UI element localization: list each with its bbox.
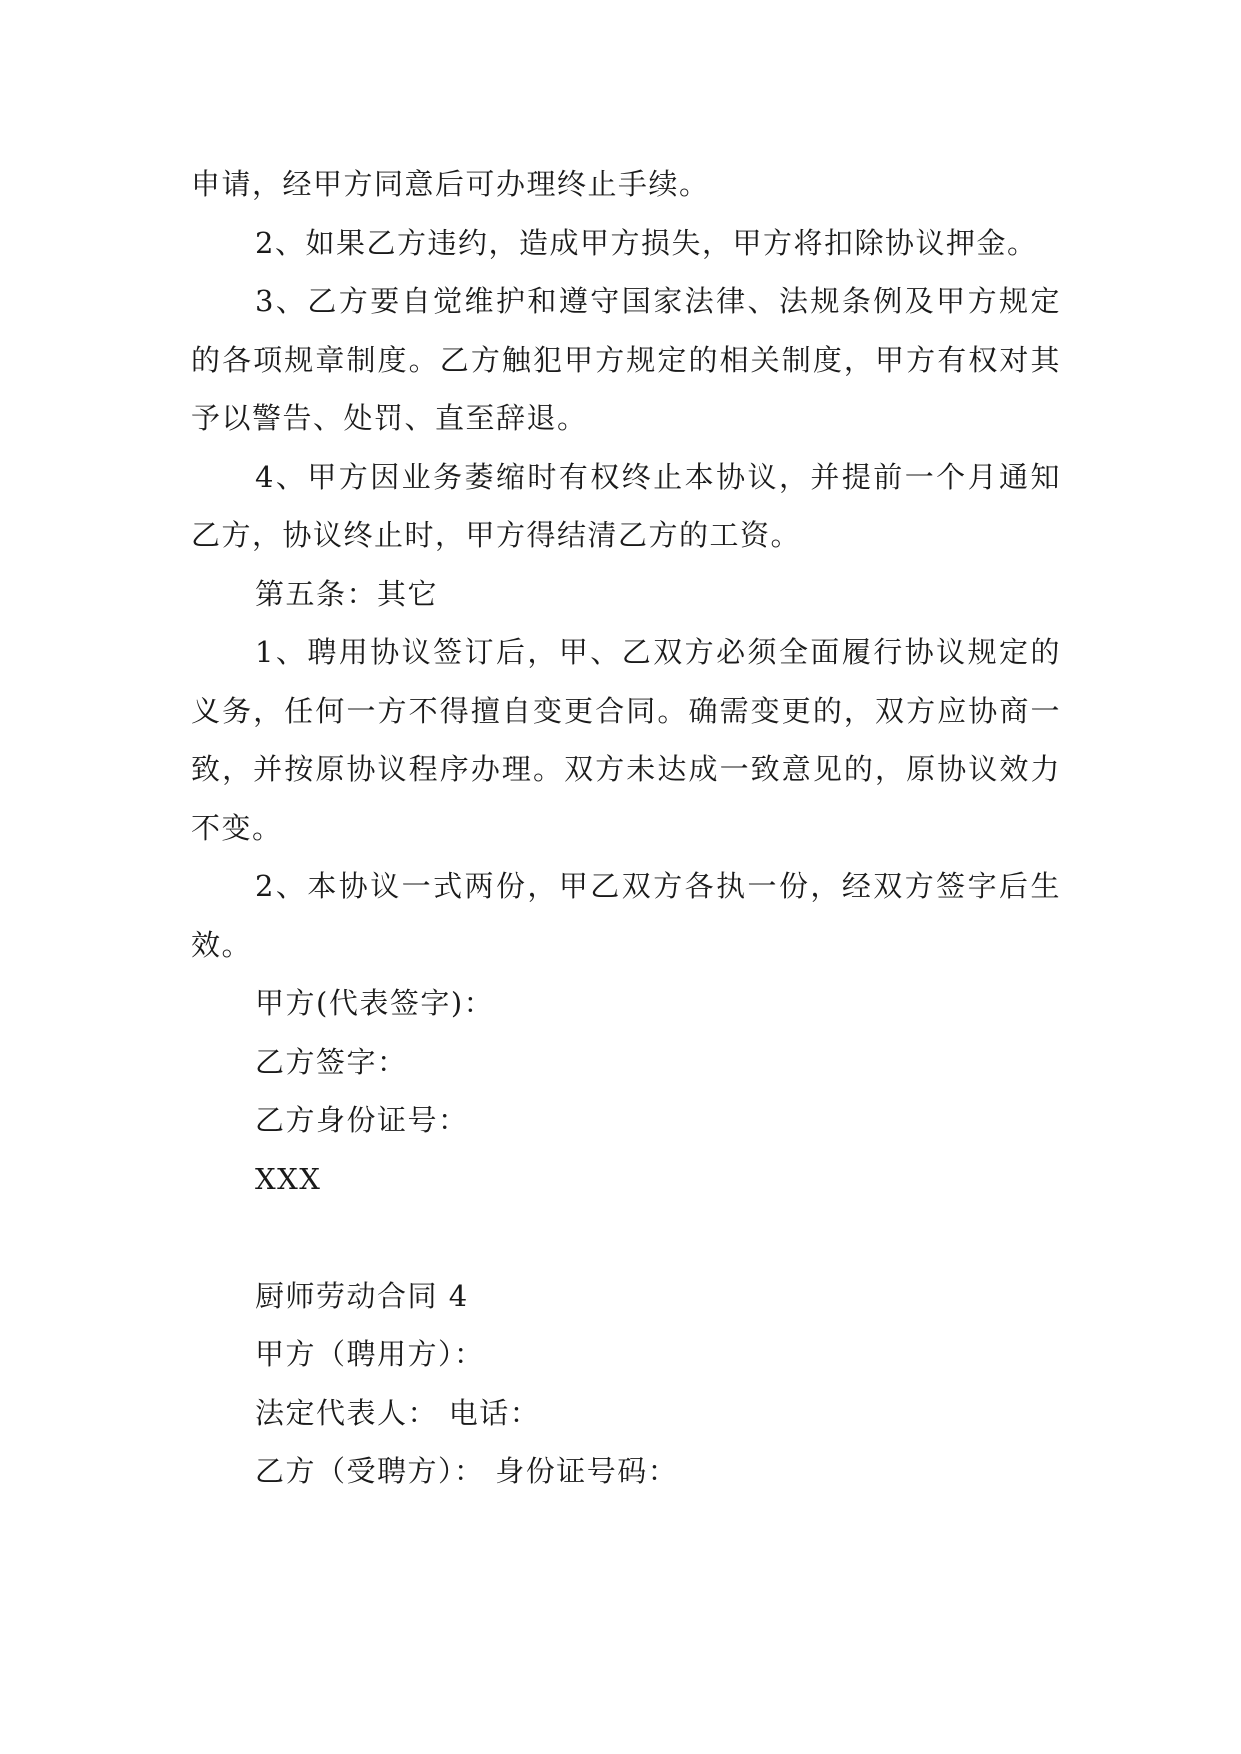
signature-party-a: 甲方(代表签字)： — [255, 986, 495, 1020]
legal-representative-line: 法定代表人： 电话： — [255, 1395, 541, 1430]
party-b-id-number: 乙方身份证号： — [255, 1103, 469, 1137]
paragraph-clause-2: 2、如果乙方违约，造成甲方损失，甲方将扣除协议押金。 — [255, 225, 1038, 260]
paragraph-article5-clause-2: 2、本协议一式两份，甲乙双方各执一份，经双方签字后生效。 — [191, 869, 1061, 962]
section-heading-article-5: 第五条：其它 — [255, 576, 439, 611]
party-b-line: 乙方（受聘方）： 身份证号码： — [255, 1454, 679, 1488]
document-body — [191, 155, 1061, 1501]
blank-line — [191, 1208, 1061, 1267]
paragraph-clause-3: 3、乙方要自觉维护和遵守国家法律、法规条例及甲方规定的各项规章制度。乙方触犯甲方规定的相关制度，甲方有权对其予以警告、处罚、直至辞退。 — [191, 284, 1061, 435]
signature-party-b: 乙方签字： — [255, 1044, 408, 1079]
placeholder-xxx: XXX — [255, 1161, 322, 1196]
paragraph-article5-clause-1: 1、聘用协议签订后，甲、乙双方必须全面履行协议规定的义务，任何一方不得擅自变更合同。确需变更的，双方应协商一致，并按原协议程序办理。双方未达成一致意见的，原协议效力不变。 — [191, 635, 1061, 845]
party-a-line: 甲方（聘用方）： — [255, 1337, 485, 1371]
paragraph-clause-4: 4、甲方因业务萎缩时有权终止本协议，并提前一个月通知乙方，协议终止时，甲方得结清乙方的工资。 — [191, 459, 1061, 552]
contract-title: 厨师劳动合同 4 — [255, 1278, 469, 1313]
paragraph-continuation: 申请，经甲方同意后可办理终止手续。 — [191, 167, 710, 201]
